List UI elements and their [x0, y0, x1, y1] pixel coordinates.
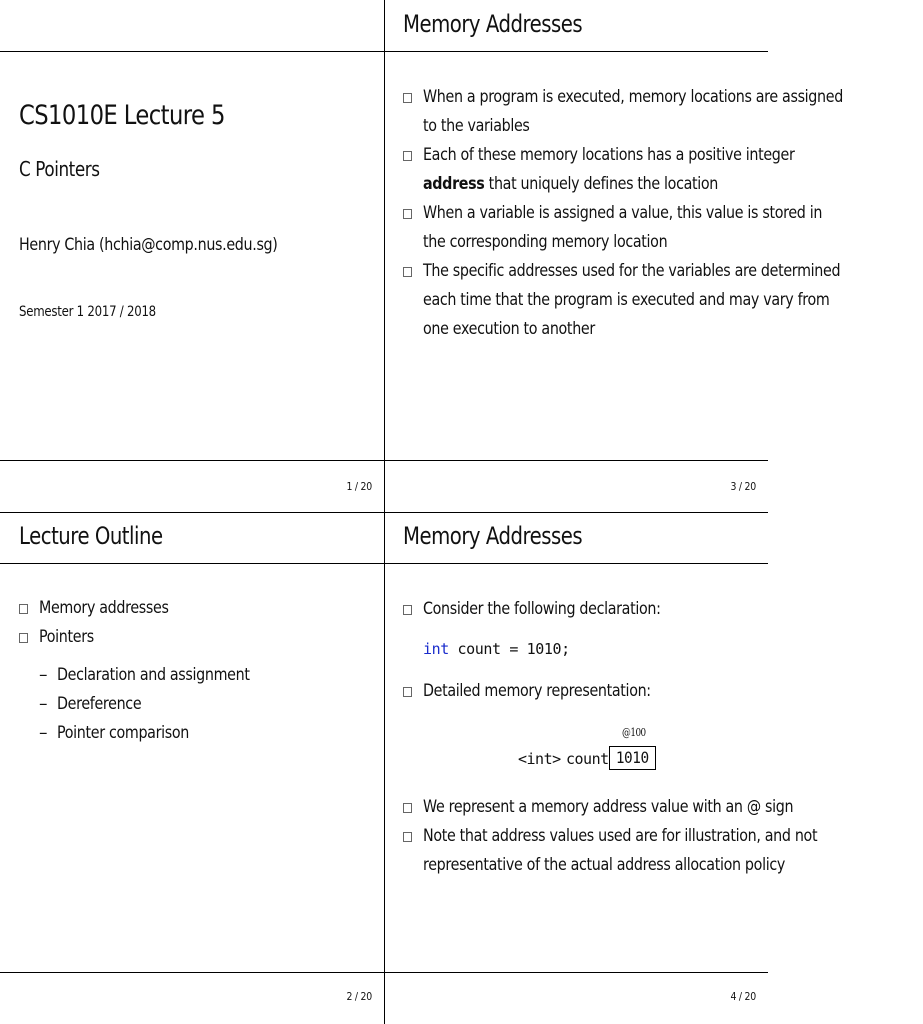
lecture-title: CS1010E Lecture 5: [19, 100, 225, 131]
bullet-list: [403, 83, 923, 344]
bullet-list-bottom: [403, 793, 892, 880]
slide-title: Memory Addresses: [403, 10, 583, 38]
memory-var-name: count: [566, 750, 609, 768]
address-term: address: [423, 174, 485, 194]
bullet-list-mid: [403, 677, 694, 706]
list-item: When a variable is assigned a value, this value is stored in the corresponding memory location: [403, 199, 923, 257]
bullet-box-icon: [403, 267, 412, 277]
code-text: count = 1010;: [448, 640, 570, 658]
sublist-item: – Dereference: [39, 694, 142, 714]
list-item: Detailed memory representation:: [403, 677, 694, 706]
bullet-list-top: [403, 595, 706, 624]
bullet-box-icon: [19, 604, 28, 614]
list-item: The specific addresses used for the variables are determined each time that the program is executed and may vary from one execution to another: [403, 257, 923, 344]
bullet-box-icon: [403, 151, 412, 161]
bullet-box-icon: [403, 209, 412, 219]
sublist-item: – Declaration and assignment: [39, 665, 250, 685]
slide-title: Lecture Outline: [19, 522, 163, 550]
outline-list: [19, 594, 193, 652]
slide-4: [384, 512, 818, 1024]
list-item: We represent a memory address value with an @ sign: [403, 793, 892, 822]
memory-diagram: [384, 717, 768, 787]
memory-address-label: @100: [622, 726, 646, 739]
list-item: Consider the following declaration:: [403, 595, 706, 624]
semester: Semester 1 2017 / 2018: [19, 304, 156, 320]
code-keyword: int: [423, 640, 449, 658]
bullet-box-icon: [403, 605, 412, 615]
list-item: Note that address values used are for illustration, and not representative of the actual address allocation policy: [403, 822, 892, 880]
lecture-subtitle: C Pointers: [19, 157, 100, 181]
bullet-box-icon: [19, 633, 28, 643]
bullet-box-icon: [403, 832, 412, 842]
outline-sublist: [39, 661, 286, 748]
bullet-box-icon: [403, 93, 412, 103]
list-item: Each of these memory locations has a positive integer address that uniquely defines the location: [403, 141, 923, 199]
list-item: Memory addresses: [19, 594, 193, 623]
code-declaration: [423, 640, 570, 658]
memory-type-label: <int>: [518, 750, 561, 768]
memory-cell-value: 1010: [616, 748, 649, 767]
slide-2: [0, 512, 384, 1024]
page-number: 3 / 20: [730, 480, 756, 493]
page-number: 1 / 20: [346, 480, 372, 493]
sublist-item: – Pointer comparison: [39, 723, 189, 743]
slide-3: [384, 0, 843, 512]
author: Henry Chia (hchia@comp.nus.edu.sg): [19, 235, 278, 255]
list-item: When a program is executed, memory locations are assigned to the variables: [403, 83, 923, 141]
list-item: Pointers: [19, 623, 193, 652]
bullet-box-icon: [403, 803, 412, 813]
slide-title: Memory Addresses: [403, 522, 583, 550]
page-number: 2 / 20: [346, 990, 372, 1003]
bullet-box-icon: [403, 687, 412, 697]
memory-cell: [609, 746, 656, 770]
page-number: 4 / 20: [730, 990, 756, 1003]
slide-1: [0, 0, 384, 512]
